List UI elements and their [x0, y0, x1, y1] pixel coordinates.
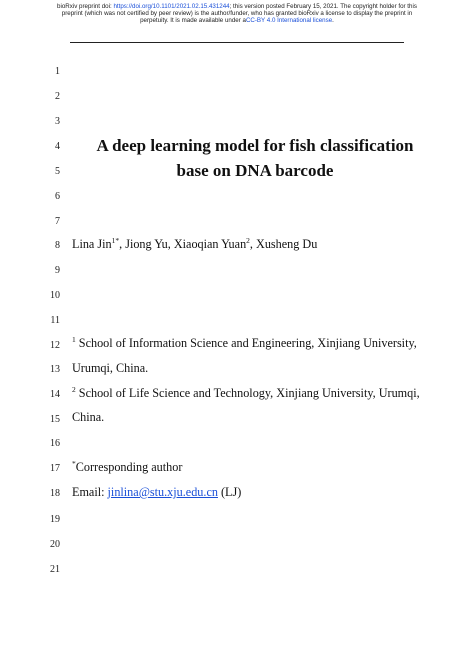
line-number: 19 — [50, 514, 60, 525]
line-number: 6 — [55, 191, 60, 202]
email-line: Email: jinlina@stu.xju.edu.cn (LJ) — [72, 485, 242, 499]
line-number: 3 — [55, 116, 60, 127]
line-number: 12 — [50, 340, 60, 351]
line-number: 8 — [55, 240, 60, 251]
corresponding-author: *Corresponding author — [72, 458, 183, 474]
line-number: 7 — [55, 216, 60, 227]
line-number: 10 — [50, 290, 60, 301]
line-number: 17 — [50, 463, 60, 474]
line-number: 21 — [50, 564, 60, 575]
affiliation-1-cont: Urumqi, China. — [72, 361, 149, 375]
affiliation-2: $^2$ School of Life Science and Technology, Xinjiang University, Urumqi, — [72, 384, 420, 400]
header-line-1: bioRxiv preprint doi: https://doi.org/10.1101/2021.02.15.431244; this version posted February 15, 2021. The copyright holder for this — [57, 3, 417, 10]
title-line-1: A deep learning model for fish classification — [96, 136, 414, 155]
affiliation-2-cont: China. — [72, 410, 105, 424]
affiliation-1: $^1$ School of Information Science and Engineering, Xinjiang University, — [72, 334, 417, 350]
title-line-2: base on DNA barcode — [176, 161, 334, 180]
line-number: 5 — [55, 166, 60, 177]
line-number: 16 — [50, 438, 60, 449]
line-number: 4 — [55, 141, 60, 152]
line-number: 14 — [50, 389, 60, 400]
line-number: 13 — [50, 364, 60, 375]
line-number: 2 — [55, 91, 60, 102]
header-line-2: preprint (which was not certified by peer review) is the author/funder, who has granted bioRxiv a license to display the preprint in — [61, 10, 413, 17]
doi-link[interactable]: https://doi.org/10.1101/2021.02.15.431244 — [113, 3, 230, 10]
license-link[interactable]: CC-BY 4.0 International license — [245, 17, 333, 24]
header-rule — [70, 42, 404, 43]
line-number: 1 — [55, 66, 60, 77]
line-number: 15 — [50, 414, 60, 425]
line-number: 20 — [50, 539, 60, 550]
preprint-header — [0, 3, 474, 24]
author-list: Lina Jin$^{1*}$, Jiong Yu, Xiaoqian Yuan$^2$, Xusheng Du — [72, 235, 318, 251]
line-number: 9 — [55, 265, 60, 276]
header-line-3: perpetuity. It is made available under aCC-BY 4.0 International license. — [140, 17, 334, 24]
line-number: 11 — [50, 315, 60, 326]
line-number: 18 — [50, 488, 60, 499]
email-link[interactable]: jinlina@stu.xju.edu.cn — [107, 485, 218, 499]
